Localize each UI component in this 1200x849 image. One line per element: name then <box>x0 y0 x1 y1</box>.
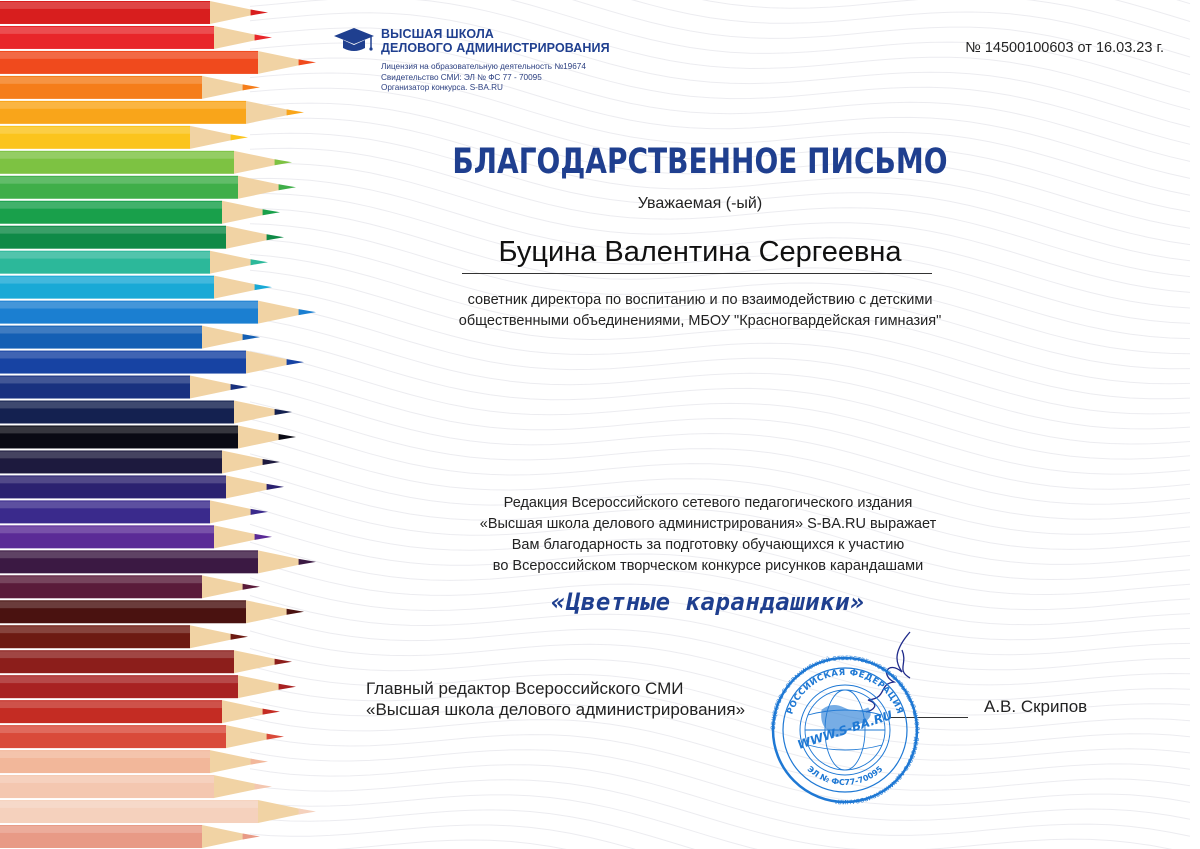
logo-details <box>381 62 586 94</box>
editor-line2: «Высшая школа делового администрирования» <box>366 700 746 719</box>
logo-title <box>381 27 610 55</box>
signer-name: А.В. Скрипов <box>984 697 1088 716</box>
pencil <box>0 700 280 723</box>
pencil <box>0 26 272 49</box>
official-stamp <box>770 630 920 805</box>
pencil <box>0 475 284 498</box>
stamp-center-text: WWW.S-BA.RU <box>795 708 895 752</box>
recipient-underline <box>462 273 932 274</box>
background-wave-line <box>250 318 1190 444</box>
pencil <box>0 426 296 449</box>
pencil <box>0 675 296 698</box>
pencil <box>0 800 316 823</box>
pencil <box>0 550 316 573</box>
contest-name: «Цветные карандашики» <box>551 588 865 616</box>
pencil <box>0 226 284 249</box>
pencil <box>0 326 260 349</box>
svg-text:ЭЛ № ФС77-70095 <box>806 764 885 787</box>
position-line2: общественными объединениями, МБОУ "Красногвардейская гимназия" <box>458 313 942 329</box>
pencil <box>0 725 284 748</box>
license-text: Лицензия на образовательную деятельность №19674 <box>381 62 586 71</box>
stamp-outer-text: ОБЩЕСТВО С ОГРАНИЧЕННОЙ ОТВЕТСТВЕННОСТЬЮ "ВЫСШАЯ ШКОЛА ДЕЛОВОГО АДМИНИСТРИРОВАНИЯ" <box>770 654 920 805</box>
background-wave-line <box>250 735 1190 806</box>
background-wave-line <box>250 0 1190 22</box>
background-wave-line <box>250 810 1190 849</box>
pencil <box>0 276 272 299</box>
pencil <box>0 500 268 523</box>
recipient-name: Буцина Валентина Сергеевна <box>498 236 902 268</box>
pencil <box>0 351 304 374</box>
logo-title-line2: ДЕЛОВОГО АДМИНИСТРИРОВАНИЯ <box>381 41 610 55</box>
pencil <box>0 251 268 274</box>
pencil <box>0 525 272 548</box>
position-line1: советник директора по воспитанию и по взаимодействию с детскими <box>467 292 933 308</box>
background-wave-line <box>250 750 1190 821</box>
organizer-text: Организатор конкурса. S-BA.RU <box>381 83 503 92</box>
body-line2: «Высшая школа делового администрирования» S-BA.RU выражает <box>479 516 937 532</box>
body-line4: во Всероссийском творческом конкурсе рисунков карандашами <box>492 558 924 574</box>
document-number: № 14500100603 от 16.03.23 г. <box>965 40 1164 56</box>
background-wave-line <box>250 825 1190 849</box>
graduation-cap-icon <box>333 26 375 54</box>
editor-title <box>366 678 745 720</box>
document-title: БЛАГОДАРСТВЕННОЕ ПИСЬМО <box>452 142 948 182</box>
stamp-bottom-text: ЭЛ № ФС77-70095 <box>805 764 885 788</box>
greeting: Уважаемая (-ый) <box>637 195 763 212</box>
background-wave-line <box>250 765 1190 837</box>
background-wave-line <box>250 351 1190 474</box>
pencil <box>0 1 268 24</box>
background-wave-line <box>250 718 1190 790</box>
pencil <box>0 625 248 648</box>
body-line1: Редакция Всероссийского сетевого педагогического издания <box>503 495 913 511</box>
logo-title-line1: ВЫСШАЯ ШКОЛА <box>381 27 494 41</box>
pencil <box>0 750 268 773</box>
pencil <box>0 376 248 399</box>
pencil <box>0 600 304 623</box>
pencil <box>0 650 292 673</box>
pencil <box>0 301 316 324</box>
pencil <box>0 76 260 99</box>
body-line3: Вам благодарность за подготовку обучающихся к участию <box>511 537 905 553</box>
pencil <box>0 575 260 598</box>
pencil <box>0 51 316 74</box>
gratitude-text <box>400 493 1016 577</box>
pencil <box>0 775 272 798</box>
pencil <box>0 450 280 473</box>
pencil <box>0 401 292 424</box>
stamp-middle-text: РОССИЙСКАЯ ФЕДЕРАЦИЯ <box>785 667 905 716</box>
background-wave-line <box>250 840 1190 849</box>
pencil <box>0 101 304 124</box>
pencil <box>0 825 260 848</box>
pencil <box>0 201 280 224</box>
editor-line1: Главный редактор Всероссийского СМИ <box>366 679 684 698</box>
logo-block <box>333 22 633 102</box>
media-certificate-text: Свидетельство СМИ: ЭЛ № ФС 77 - 70095 <box>381 72 542 82</box>
background-wave-line <box>250 780 1190 849</box>
recipient-position <box>400 290 1000 332</box>
colored-pencils-decoration <box>0 0 340 849</box>
